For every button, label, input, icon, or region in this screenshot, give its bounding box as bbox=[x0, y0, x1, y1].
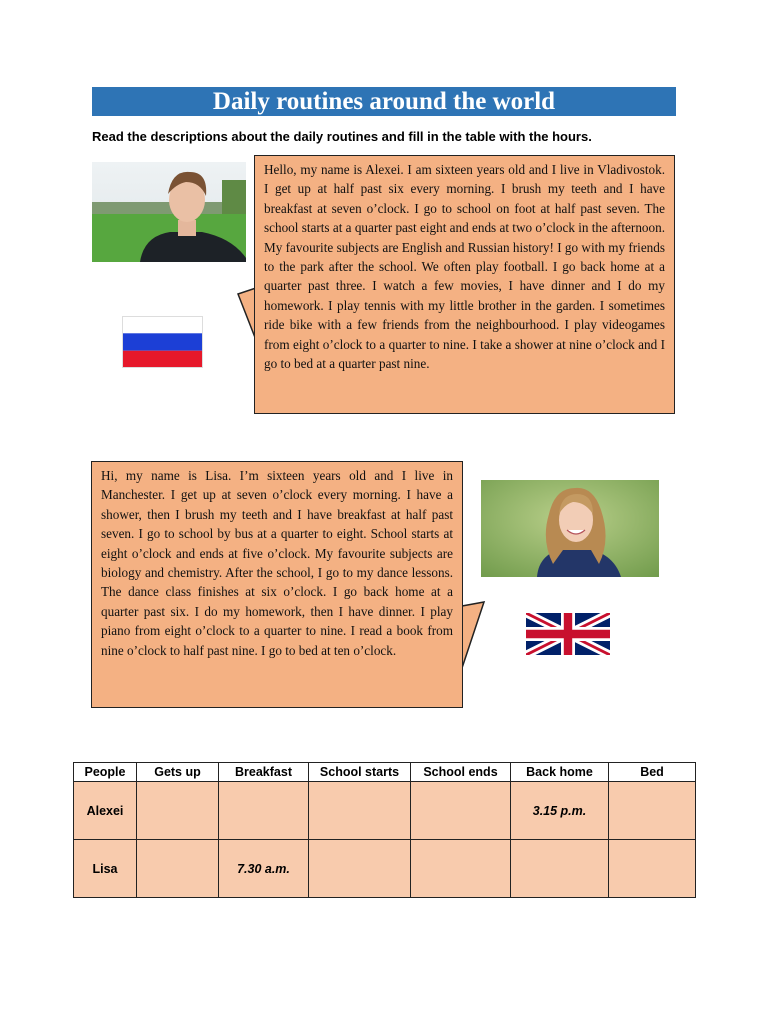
cell-back-home[interactable]: 3.15 p.m. bbox=[511, 782, 609, 840]
cell-breakfast[interactable]: 7.30 a.m. bbox=[219, 840, 309, 898]
table-row bbox=[74, 782, 696, 840]
cell-school-ends[interactable] bbox=[411, 782, 511, 840]
alexei-photo bbox=[92, 162, 246, 262]
cell-breakfast[interactable] bbox=[219, 782, 309, 840]
cell-school-starts[interactable] bbox=[309, 840, 411, 898]
cell-school-ends[interactable] bbox=[411, 840, 511, 898]
lisa-description: Hi, my name is Lisa. I’m sixteen years old and I live in Manchester. I get up at seven o’clock every morning. I have a shower, then I brush my teeth and I have breakfast at half past seven. I go to school by bus at a quarter to eight. School starts at eight o’clock and ends at five o’clock. My favourite subjects are biology and chemistry. After the school, I go to my dance lessons. The dance class finishes at six o’clock. I go back home at a quarter past six. I do my homework, then I have dinner. I play piano from eight o’clock to a quarter to nine. I read a book from nine o’clock to half past nine. I go to bed at ten o’clock. bbox=[91, 461, 463, 708]
cell-back-home[interactable] bbox=[511, 840, 609, 898]
row-name: Lisa bbox=[74, 840, 137, 898]
header-gets-up: Gets up bbox=[137, 763, 219, 782]
table-row bbox=[74, 840, 696, 898]
table-header-row bbox=[74, 763, 696, 782]
header-breakfast: Breakfast bbox=[219, 763, 309, 782]
page-title: Daily routines around the world bbox=[92, 87, 676, 116]
lisa-photo bbox=[481, 480, 659, 577]
russia-flag-icon bbox=[122, 316, 203, 368]
routine-table bbox=[73, 762, 696, 898]
header-people: People bbox=[74, 763, 137, 782]
cell-gets-up[interactable] bbox=[137, 840, 219, 898]
alexei-description: Hello, my name is Alexei. I am sixteen years old and I live in Vladivostok. I get up at half past six every morning. I brush my teeth and I have breakfast at seven o’clock. I go to school on foot at half past seven. The school starts at a quarter past eight and ends at two o’clock in the afternoon. My favourite subjects are English and Russian history! I go with my friends to the park after the school. We often play football. I go back home at a quarter past three. I watch a few movies, I have dinner and I do my homework. I play tennis with my little brother in the garden. I sometimes ride bike with a few friends from the neighbourhood. I play videogames from eight o’clock to a quarter to nine. I take a shower at nine o’clock and I go to bed at a quarter past nine. bbox=[254, 155, 675, 414]
cell-gets-up[interactable] bbox=[137, 782, 219, 840]
cell-bed[interactable] bbox=[609, 840, 696, 898]
cell-bed[interactable] bbox=[609, 782, 696, 840]
uk-flag-icon bbox=[526, 612, 610, 656]
row-name: Alexei bbox=[74, 782, 137, 840]
header-school-ends: School ends bbox=[411, 763, 511, 782]
cell-school-starts[interactable] bbox=[309, 782, 411, 840]
header-bed: Bed bbox=[609, 763, 696, 782]
header-school-starts: School starts bbox=[309, 763, 411, 782]
instructions: Read the descriptions about the daily routines and fill in the table with the hours. bbox=[92, 129, 592, 144]
header-back-home: Back home bbox=[511, 763, 609, 782]
